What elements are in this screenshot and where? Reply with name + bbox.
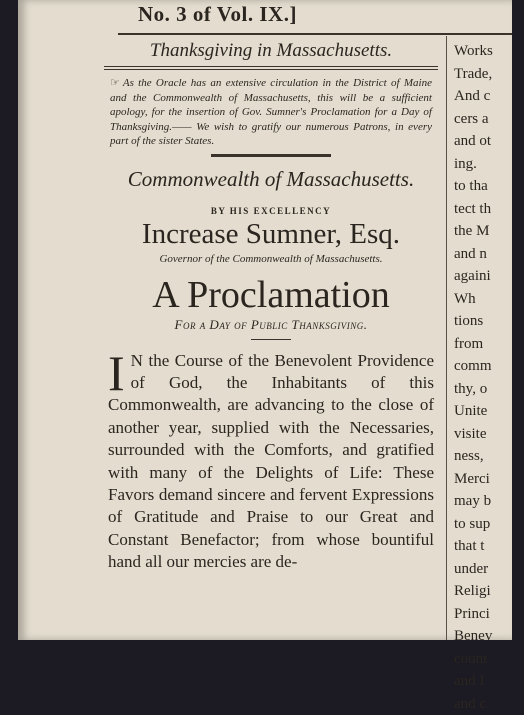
right-column-line: againi [454, 265, 524, 288]
right-column-line: Merci [454, 468, 524, 491]
right-column-line: and n [454, 243, 524, 266]
proclamation-body [108, 350, 434, 574]
right-column-line: Wh [454, 288, 524, 311]
pointing-hand-icon: ☞ [110, 77, 120, 89]
right-column [454, 40, 524, 715]
article-heading: Thanksgiving in Massachusetts. [104, 38, 438, 64]
right-column-line: ness, [454, 445, 524, 468]
editor-note-text: As the Oracle has an extensive circulation in the District of Maine and the Commonwealth of Massachusetts, this will be a sufficient apology, for the insertion of Gov. Sumner's Proclamation for a Day of Thanksgiving.—— We wish to gratify our numerous Patrons, in every part of the sister States. [110, 77, 432, 147]
right-column-line: Unite [454, 400, 524, 423]
governor-title: Governor of the Commonwealth of Massachusetts. [104, 253, 438, 265]
proclamation-subtitle: For a Day of Public Thanksgiving. [104, 317, 438, 333]
by-excellency-line: BY HIS EXCELLENCY [104, 206, 438, 216]
right-column-line: may b [454, 490, 524, 513]
right-column-line: visite [454, 423, 524, 446]
right-column-line: And c [454, 85, 524, 108]
right-column-line: and ot [454, 130, 524, 153]
right-column-line: comm [454, 355, 524, 378]
right-column-line: Religi [454, 580, 524, 603]
right-column-line: cers a [454, 108, 524, 131]
drop-cap: I [108, 352, 125, 394]
right-column-line: ing. [454, 153, 524, 176]
right-column-line: to tha [454, 175, 524, 198]
right-column-line: and c [454, 693, 524, 715]
right-column-line: count [454, 648, 524, 671]
newspaper-page [18, 0, 512, 640]
right-column-line: Works [454, 40, 524, 63]
subtitle-rule [251, 339, 291, 340]
right-column-line: the M [454, 220, 524, 243]
heading-rule [104, 66, 438, 70]
governor-name: Increase Sumner, Esq. [104, 218, 438, 251]
masthead-rule [118, 33, 512, 35]
note-rule [211, 154, 331, 157]
right-column-line: thy, o [454, 378, 524, 401]
right-column-line: Trade, [454, 63, 524, 86]
right-column-line: and I [454, 670, 524, 693]
column-separator [446, 36, 447, 640]
left-column [104, 38, 438, 574]
editor-note [110, 76, 432, 149]
proclamation-body-text: N the Course of the Benevolent Providence of God, the Inhabitants of this Commonwealth, are advancing to the close of another year, supplied with the Necessaries, surrounded with the Comforts, and gratified with many of the Delights of Life: These Favors demand sincere and fervent Expressions of Gratitude and Praise to our Great and Constant Benefactor; from whose bountiful hand all our mercies are de- [108, 351, 434, 572]
right-column-line: from [454, 333, 524, 356]
right-column-line: tect th [454, 198, 524, 221]
right-column-line: that t [454, 535, 524, 558]
proclamation-title: A Proclamation [104, 273, 438, 317]
right-column-line: to sup [454, 513, 524, 536]
issue-masthead: No. 3 of Vol. IX.] [138, 2, 297, 27]
right-column-line: tions [454, 310, 524, 333]
commonwealth-heading: Commonwealth of Massachusetts. [104, 167, 438, 192]
right-column-line: Princi [454, 603, 524, 626]
right-column-line: under [454, 558, 524, 581]
right-column-line: Benev [454, 625, 524, 648]
